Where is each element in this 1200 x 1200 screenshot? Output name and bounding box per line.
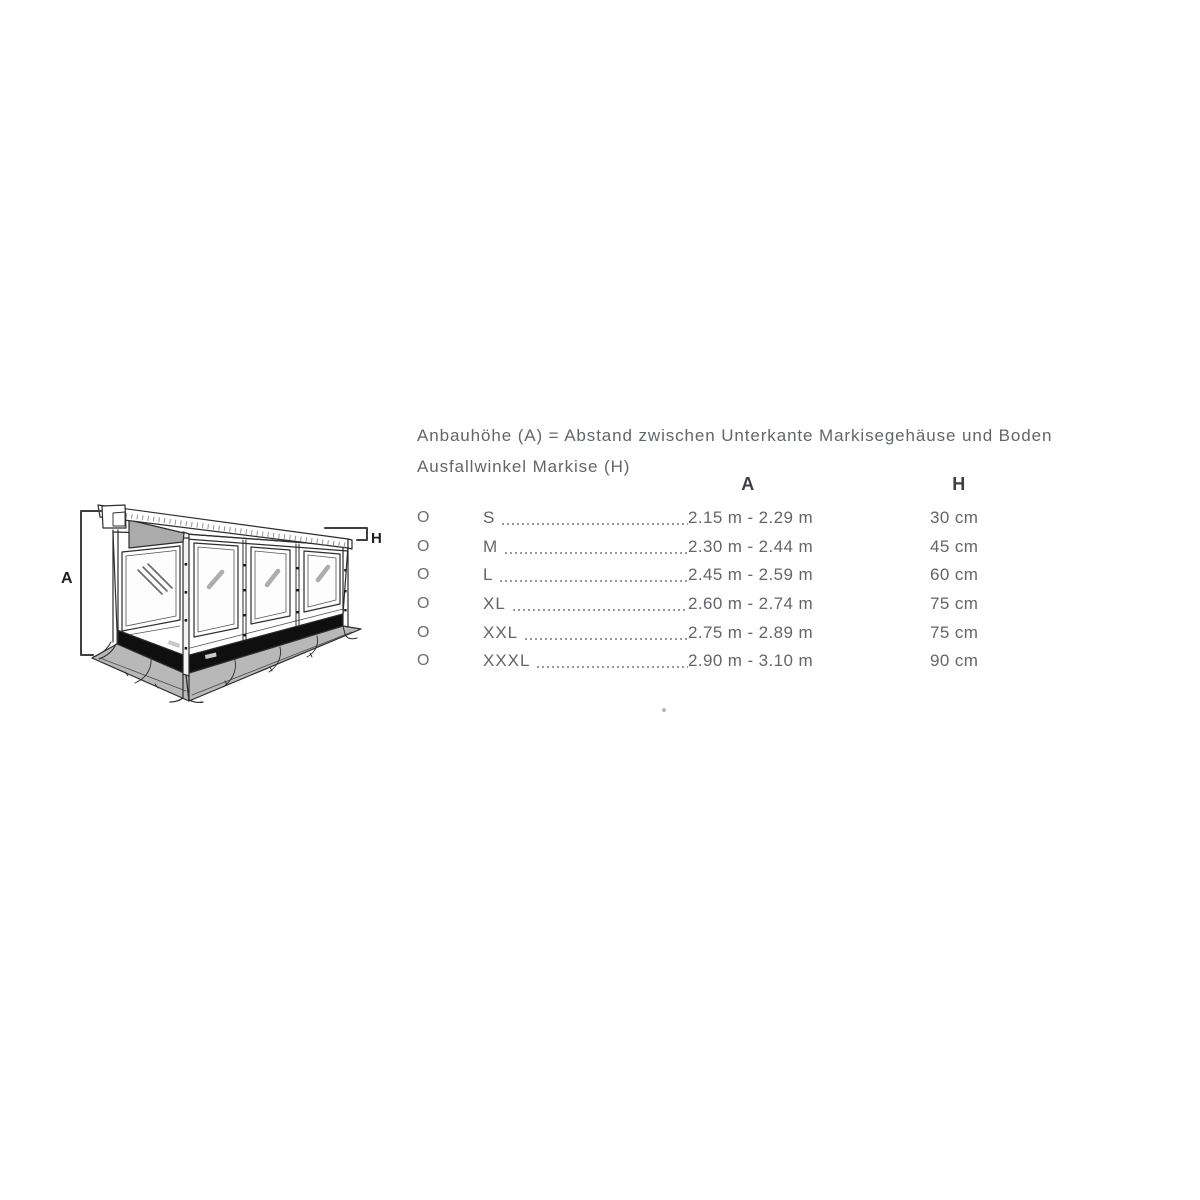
- row-value-h: 90 cm: [930, 651, 979, 671]
- row-value-a: 2.15 m - 2.29 m: [688, 508, 814, 528]
- row-value-h: 30 cm: [930, 508, 979, 528]
- size-cell: [483, 537, 688, 557]
- measure-bracket-a: [81, 511, 101, 655]
- column-header-a: A: [741, 474, 755, 494]
- size-cell: [483, 651, 688, 671]
- description-line-2: Ausfallwinkel Markise (H): [417, 457, 631, 476]
- dot-leader: [505, 552, 688, 554]
- size-label: S: [483, 508, 496, 528]
- size-label: M: [483, 536, 499, 556]
- row-value-a: 2.30 m - 2.44 m: [688, 536, 814, 556]
- diagram-label-h: H: [371, 530, 382, 547]
- row-value-a: 2.60 m - 2.74 m: [688, 594, 814, 614]
- row-value-a: 2.45 m - 2.59 m: [688, 565, 814, 585]
- column-header-h: H: [952, 474, 966, 494]
- size-row: [417, 533, 995, 562]
- row-value-a: 2.90 m - 3.10 m: [688, 651, 814, 671]
- size-cell: [483, 623, 688, 643]
- size-label: XXL: [483, 622, 519, 642]
- size-row: [417, 647, 995, 676]
- description-line-1: Anbauhöhe (A) = Abstand zwischen Unterkante Markisegehäuse und Boden: [417, 426, 1053, 445]
- row-value-h: 75 cm: [930, 622, 979, 642]
- size-rows: [417, 504, 995, 676]
- size-row: [417, 590, 995, 619]
- size-label: L: [483, 565, 494, 585]
- option-marker: O: [417, 623, 430, 641]
- dot-leader: [537, 666, 688, 668]
- awning-diagram: [55, 490, 415, 720]
- size-cell: [483, 594, 688, 614]
- option-marker: O: [417, 566, 430, 584]
- option-marker: O: [417, 537, 430, 555]
- description: [417, 420, 1052, 482]
- dot-leader: [502, 523, 688, 525]
- dot-leader: [513, 609, 688, 611]
- size-row: [417, 561, 995, 590]
- row-value-h: 60 cm: [930, 565, 979, 585]
- size-row: [417, 504, 995, 533]
- stray-dot: [662, 708, 666, 712]
- table-header: [417, 474, 995, 504]
- dot-leader: [500, 580, 688, 582]
- option-marker: O: [417, 509, 430, 527]
- row-value-h: 45 cm: [930, 536, 979, 556]
- row-value-h: 75 cm: [930, 594, 979, 614]
- size-row: [417, 618, 995, 647]
- option-marker: O: [417, 652, 430, 670]
- size-cell: [483, 508, 688, 528]
- dot-leader: [525, 638, 688, 640]
- size-cell: [483, 565, 688, 585]
- size-table: [417, 474, 995, 676]
- option-marker: O: [417, 595, 430, 613]
- size-label: XXXL: [483, 651, 531, 671]
- size-label: XL: [483, 594, 506, 614]
- row-value-a: 2.75 m - 2.89 m: [688, 622, 814, 642]
- diagram-label-a: A: [61, 570, 73, 587]
